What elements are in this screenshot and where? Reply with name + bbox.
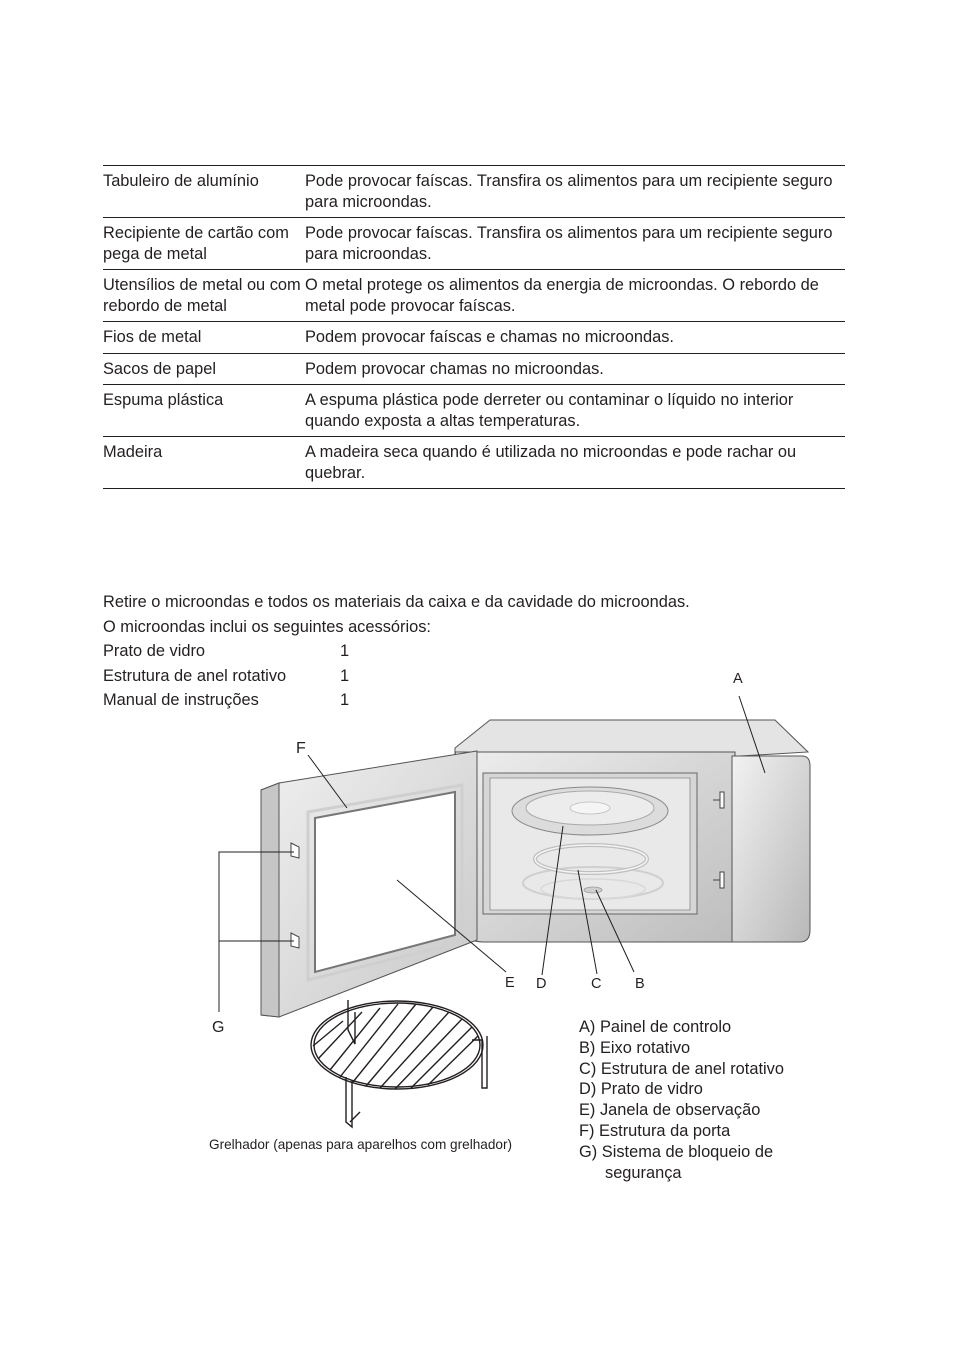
material-name: Espuma plástica — [103, 391, 224, 409]
material-name: Recipiente de cartão com pega de metal — [103, 224, 289, 263]
material-note: A madeira seca quando é utilizada no microondas e pode rachar ou quebrar. — [305, 443, 797, 482]
accessory-qty: 1 — [340, 666, 350, 685]
material-name: Utensílios de metal ou com rebordo de metal — [103, 276, 301, 315]
door — [261, 751, 477, 1017]
grill-rack — [311, 1000, 487, 1127]
accessory-name: Manual de instruções — [103, 691, 259, 709]
accessory-name: Prato de vidro — [103, 642, 206, 660]
legend-item-g: G) Sistema de bloqueio de — [579, 1142, 774, 1161]
intro-line: Retire o microondas e todos os materiais da caixa e da cavidade do microondas. — [103, 593, 690, 611]
intro-line: O microondas inclui os seguintes acessórios: — [103, 617, 431, 636]
material-name: Madeira — [103, 443, 163, 461]
material-note: A espuma plástica pode derreter ou contaminar o líquido no interior quando exposta a altas temperaturas. — [305, 391, 794, 430]
control-panel — [732, 756, 810, 942]
label-e: E — [505, 975, 515, 991]
accessory-name: Estrutura de anel rotativo — [103, 666, 287, 685]
label-a: A — [733, 671, 743, 687]
material-note: Podem provocar faíscas e chamas no microondas. — [305, 328, 674, 346]
material-note: Podem provocar chamas no microondas. — [305, 359, 604, 378]
material-name: Sacos de papel — [103, 359, 216, 378]
glass-tray — [512, 787, 668, 835]
label-b: B — [635, 976, 645, 992]
label-f: F — [296, 740, 306, 757]
label-d: D — [536, 976, 547, 992]
legend-item-c: C) Estrutura de anel rotativo — [579, 1059, 784, 1078]
legend-item-f: F) Estrutura da porta — [579, 1121, 731, 1140]
grill-caption: Grelhador (apenas para aparelhos com grelhador) — [209, 1137, 513, 1152]
legend-item-e: E) Janela de observação — [579, 1101, 761, 1120]
legend-item-b: B) Eixo rotativo — [579, 1038, 691, 1057]
legend-item-a: A) Painel de controlo — [579, 1018, 732, 1036]
accessory-qty: 1 — [340, 691, 350, 709]
material-name: Tabuleiro de alumínio — [103, 172, 259, 190]
material-note: Pode provocar faíscas. Transfira os alimentos para um recipiente seguro para microondas. — [305, 224, 833, 263]
label-c: C — [591, 976, 602, 992]
parts-legend — [579, 1017, 784, 1183]
legend-item-g-cont: segurança — [605, 1163, 682, 1182]
material-name: Fios de metal — [103, 328, 202, 346]
material-note: Pode provocar faíscas. Transfira os alimentos para um recipiente seguro para microondas. — [305, 172, 833, 211]
coupler — [584, 887, 602, 893]
material-note: O metal protege os alimentos da energia de microondas. O rebordo de metal pode provocar faíscas. — [305, 276, 819, 315]
accessory-qty: 1 — [340, 642, 350, 660]
label-g: G — [212, 1019, 225, 1036]
legend-item-d: D) Prato de vidro — [579, 1080, 703, 1099]
